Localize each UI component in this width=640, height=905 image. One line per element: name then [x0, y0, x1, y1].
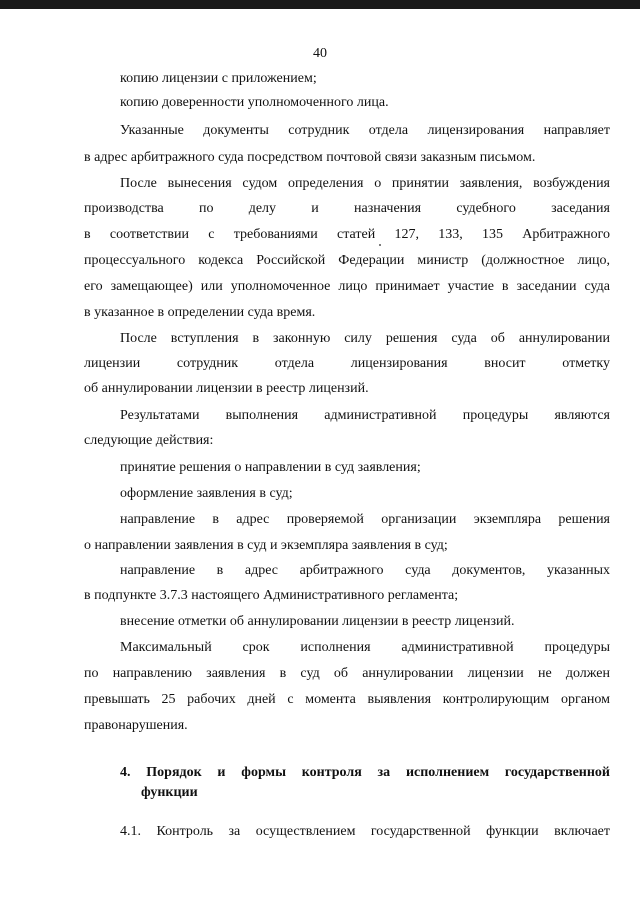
text-line: направление в адрес арбитражного суда документов, указанных	[120, 563, 610, 578]
text-line: в соответствии с требованиями статей 127, 133, 135 Арбитражного	[84, 227, 610, 242]
text-line: превышать 25 рабочих дней с момента выявления контролирующим органом	[84, 692, 610, 707]
section-heading: 4. Порядок и формы контроля за исполнением государственной	[120, 765, 610, 780]
text-line: производства по делу и назначения судебного заседания	[84, 201, 610, 216]
text-line: в подпункте 3.7.3 настоящего Административного регламента;	[84, 588, 459, 603]
text-line: его замещающее) или уполномоченное лицо принимает участие в заседании суда	[84, 279, 610, 294]
text-line: После вынесения судом определения о принятии заявления, возбуждения	[120, 176, 610, 191]
text-line: по направлению заявления в суд об аннулировании лицензии не должен	[84, 666, 610, 681]
section-heading-continuation: функции	[141, 785, 198, 800]
text-line: правонарушения.	[84, 718, 188, 733]
text-line: направление в адрес проверяемой организации экземпляра решения	[120, 512, 610, 527]
text-line: копию лицензии с приложением;	[120, 71, 317, 86]
text-line: 4.1. Контроль за осуществлением государственной функции включает	[120, 824, 610, 839]
text-line: внесение отметки об аннулировании лицензии в реестр лицензий.	[120, 614, 515, 629]
text-line: Указанные документы сотрудник отдела лицензирования направляет	[120, 123, 610, 138]
text-line: Результатами выполнения административной процедуры являются	[120, 408, 610, 423]
scan-speck	[379, 244, 381, 246]
text-line: в указанное в определении суда время.	[84, 305, 316, 320]
text-line: об аннулировании лицензии в реестр лицензий.	[84, 381, 369, 396]
scan-edge-bar	[0, 0, 640, 9]
text-line: принятие решения о направлении в суд заявления;	[120, 460, 421, 475]
text-line: После вступления в законную силу решения суда об аннулировании	[120, 331, 610, 346]
page-number: 40	[313, 46, 327, 61]
text-line: копию доверенности уполномоченного лица.	[120, 95, 389, 110]
text-line: о направлении заявления в суд и экземпляра заявления в суд;	[84, 538, 448, 553]
text-line: лицензии сотрудник отдела лицензирования вносит отметку	[84, 356, 610, 371]
text-line: оформление заявления в суд;	[120, 486, 293, 501]
text-line: в адрес арбитражного суда посредством почтовой связи заказным письмом.	[84, 150, 536, 165]
text-line: следующие действия:	[84, 433, 214, 448]
text-line: процессуального кодекса Российской Федерации министр (должностное лицо,	[84, 253, 610, 268]
text-line: Максимальный срок исполнения административной процедуры	[120, 640, 610, 655]
